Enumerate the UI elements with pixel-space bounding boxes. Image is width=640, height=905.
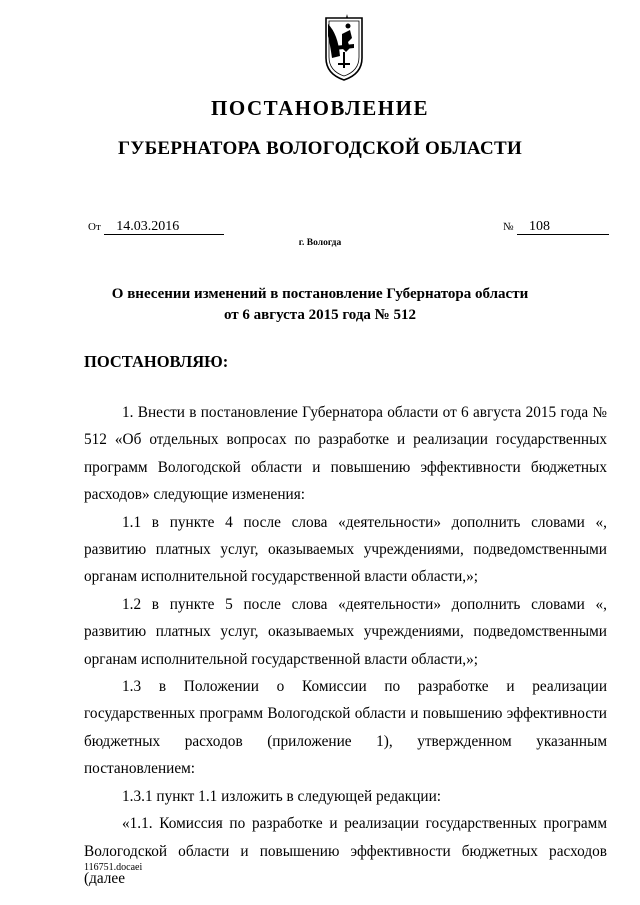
number-prefix: № <box>503 221 514 233</box>
paragraph-1-3: 1.3 в Положении о Комиссии по разработке и реализации государственных программ Вологодской области и повышению эффективности бюджетных расходов (приложение 1), утвержденном указанным постановлением: <box>84 678 607 778</box>
paragraph-1-2: 1.2 в пункте 5 после слова «деятельности» дополнить словами «, развитию платных услуг, оказываемых учреждениями, подведомственными органам исполнительной государственной власти области,»; <box>84 595 607 668</box>
document-type-title: ПОСТАНОВЛЕНИЕ <box>211 96 429 120</box>
paragraph-quote-1-1: «1.1. Комиссия по разработке и реализации государственных программ Вологодской области и повышению эффективности бюджетных расходов (далее <box>84 815 607 887</box>
city-label: г. Вологда <box>298 238 342 248</box>
paragraph-1: 1. Внести в постановление Губернатора области от 6 августа 2015 года № 512 «Об отдельных вопросах по разработке и реализации государственных программ Вологодской области и повышению эффективности бюджетных расходов» следующие изменения: <box>84 404 607 504</box>
paragraph-1-1: 1.1 в пункте 4 после слова «деятельности» дополнить словами «, развитию платных услуг, оказываемых учреждениями, подведомственными органам исполнительной государственной власти области,»; <box>84 513 607 586</box>
coat-of-arms-icon <box>320 8 368 84</box>
date-value: 14.03.2016 <box>104 219 224 235</box>
date-field <box>88 219 224 235</box>
decree-heading: ПОСТАНОВЛЯЮ: <box>84 352 229 371</box>
subject-line-1: О внесении изменений в постановление Губернатора области <box>111 286 529 302</box>
document-body <box>84 399 607 892</box>
paragraph-1-3-1: 1.3.1 пункт 1.1 изложить в следующей редакции: <box>122 787 442 805</box>
document-subject <box>0 284 640 326</box>
file-code: 116751.docaei <box>84 862 143 873</box>
issuer-title: ГУБЕРНАТОРА ВОЛОГОДСКОЙ ОБЛАСТИ <box>117 138 523 159</box>
subject-line-2: от 6 августа 2015 года № 512 <box>224 307 416 323</box>
number-value: 108 <box>517 219 609 235</box>
date-prefix: От <box>88 221 101 233</box>
number-field <box>503 219 609 235</box>
